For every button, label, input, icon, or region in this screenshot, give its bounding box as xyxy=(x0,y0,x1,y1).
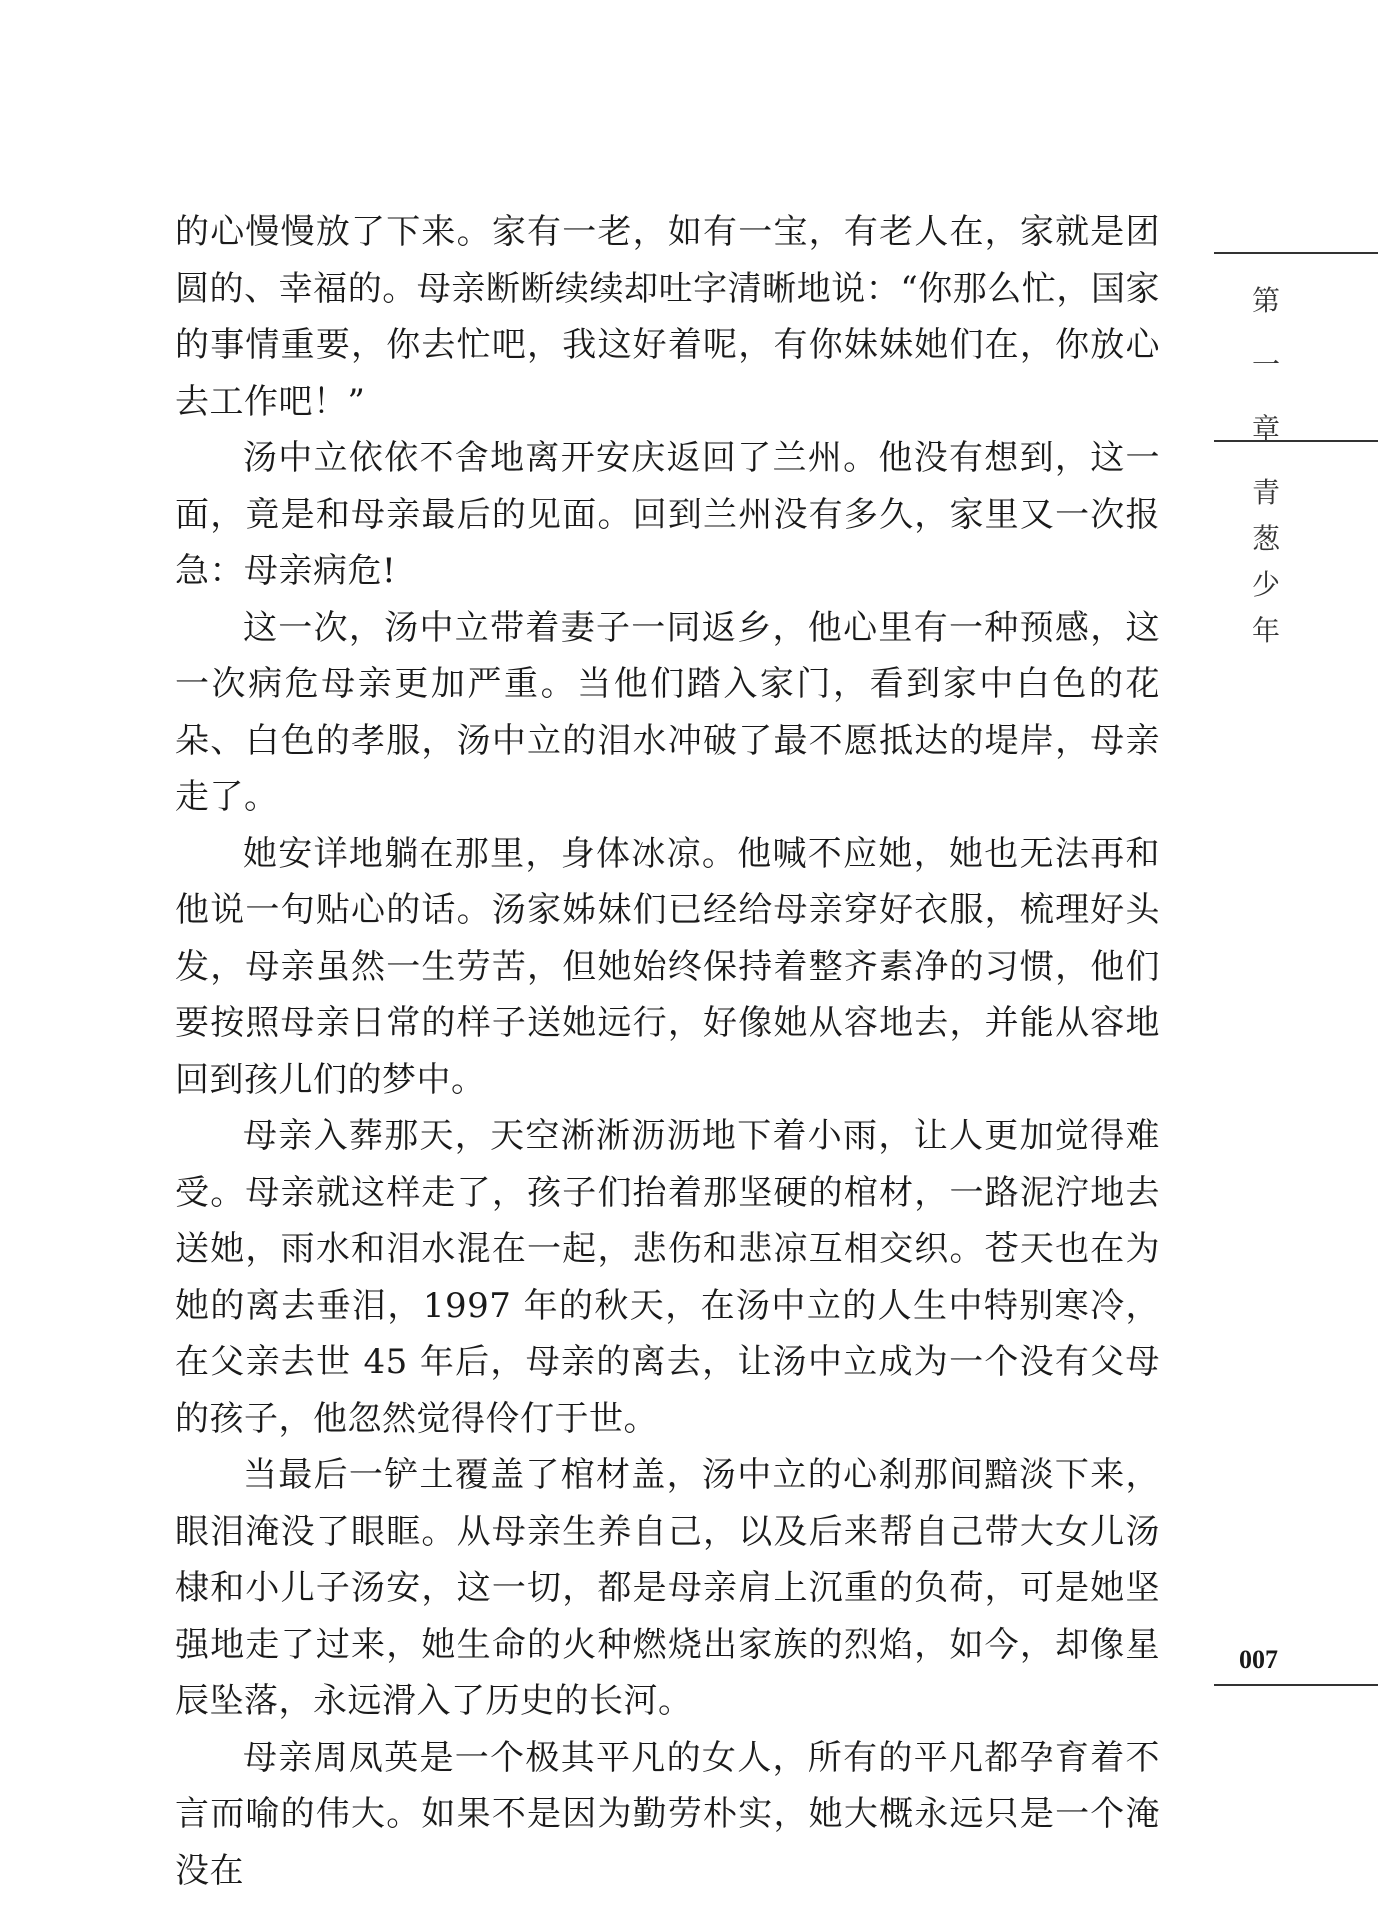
paragraph: 当最后一铲土覆盖了棺材盖，汤中立的心刹那间黯淡下来，眼泪淹没了眼眶。从母亲生养自己，以及后来帮自己带大女儿汤棣和小儿子汤安，这一切，都是母亲肩上沉重的负荷，可是她坚强地走了过来，她生命的火种燃烧出家族的烈焰，如今，却像星辰坠落，永远滑入了历史的长河。 xyxy=(175,1455,1160,1721)
sidebar-top-rule xyxy=(1214,252,1378,254)
chapter-title-char: 少 xyxy=(1251,568,1280,601)
body-text xyxy=(175,204,1160,1899)
sidebar-middle-rule xyxy=(1214,440,1378,442)
page-number-rule xyxy=(1214,1684,1378,1686)
chapter-title-char: 青 xyxy=(1251,476,1280,509)
chapter-char: 第 xyxy=(1251,284,1280,317)
paragraph: 的心慢慢放了下来。家有一老，如有一宝，有老人在，家就是团圆的、幸福的。母亲断断续续却吐字清晰地说：“你那么忙，国家的事情重要，你去忙吧，我这好着呢，有你妹妹她们在，你放心去工作吧！” xyxy=(175,212,1160,422)
paragraph: 母亲周凤英是一个极其平凡的女人，所有的平凡都孕育着不言而喻的伟大。如果不是因为勤劳朴实，她大概永远只是一个淹没在 xyxy=(175,1737,1160,1891)
chapter-title-char: 年 xyxy=(1251,614,1280,647)
page-number: 007 xyxy=(1239,1645,1278,1674)
chapter-number-vertical xyxy=(1248,278,1284,452)
paragraph: 这一次，汤中立带着妻子一同返乡，他心里有一种预感，这一次病危母亲更加严重。当他们踏入家门，看到家中白色的花朵、白色的孝服，汤中立的泪水冲破了最不愿抵达的堤岸，母亲走了。 xyxy=(175,607,1160,817)
paragraph: 她安详地躺在那里，身体冰凉。他喊不应她，她也无法再和他说一句贴心的话。汤家姊妹们已经给母亲穿好衣服，梳理好头发，母亲虽然一生劳苦，但她始终保持着整齐素净的习惯，他们要按照母亲日常的样子送她远行，好像她从容地去，并能从容地回到孩儿们的梦中。 xyxy=(175,833,1160,1100)
paragraph: 母亲入葬那天，天空淅淅沥沥地下着小雨，让人更加觉得难受。母亲就这样走了，孩子们抬着那坚硬的棺材，一路泥泞地去送她，雨水和泪水混在一起，悲伤和悲凉互相交织。苍天也在为她的离去垂泪，1997 年的秋天，在汤中立的人生中特别寒冷，在父亲去世 45 年后，母亲的离去，让汤中立成为一个没有父母的孩子，他忽然觉得伶仃于世。 xyxy=(175,1116,1160,1439)
chapter-char: 章 xyxy=(1251,412,1280,445)
chapter-char: 一 xyxy=(1251,348,1280,381)
paragraph: 汤中立依依不舍地离开安庆返回了兰州。他没有想到，这一面，竟是和母亲最后的见面。回到兰州没有多久，家里又一次报急：母亲病危! xyxy=(175,438,1160,591)
chapter-title-char: 葱 xyxy=(1251,522,1280,555)
chapter-title-vertical xyxy=(1248,470,1284,654)
